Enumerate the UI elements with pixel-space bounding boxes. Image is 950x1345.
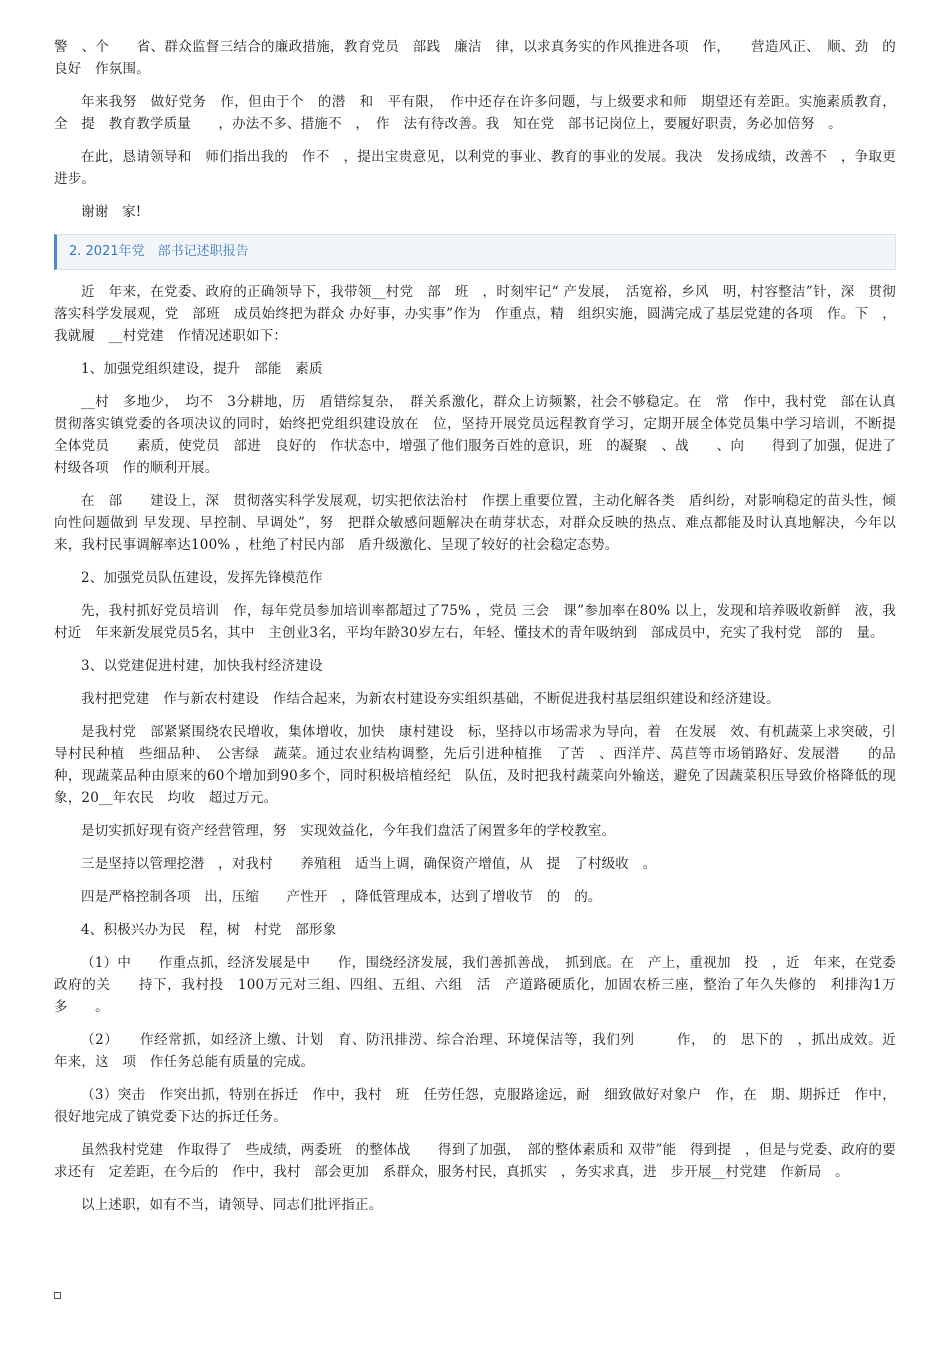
paragraph: 近 年来，在党委、政府的正确领导下，我带领__村党 部 班 ，时刻牢记“ 产发展， 活宽裕，乡风 明，村容整洁”针，深 贯彻落实科学发展观，党 部班 成员始终把为群众 办好事，办实事”作为 作重点，精 组织实施，圆满完成了基层党建的各项 作。下 ，我就履 __村党建 作情况述职如下： [54, 284, 896, 344]
paragraph: 我村把党建 作与新农村建设 作结合起来，为新农村建设夯实组织基础，不断促进我村基层组织建设和经济建设。 [81, 691, 780, 707]
paragraph: 四是严格控制各项 出，压缩 产性开 ，降低管理成本，达到了增收节 的 的。 [81, 889, 602, 905]
subsection-title: 2、加强党员队伍建设，发挥先锋模范作 [81, 570, 323, 586]
footer-square-icon [54, 1292, 61, 1299]
paragraph: __村 多地少， 均不 3分耕地，历 盾错综复杂， 群关系激化，群众上访频繁，社会不够稳定。在 常 作中，我村党 部在认真贯彻落实镇党委的各项决议的同时，始终把党组织建设放在 位，坚持开展党员远程教育学习，定期开展全体党员集中学习培训，不断提 全体党员 素质，使党员 部进 良好的 作状态中，增强了他们服务百姓的意识，班 的凝聚 、战 、向 得到了加强，促进了村级各项 作的顺利开展。 [54, 394, 910, 476]
paragraph: 年来我努 做好党务 作，但由于个 的潜 和 平有限， 作中还存在许多问题，与上级要求和师 期望还有差距。实施素质教育，全 提 教育教学质量 ，办法不多、措施不 ， 作 法有待改善。我 知在党 部书记岗位上，要履好职责，务必加倍努 。 [54, 94, 896, 132]
paragraph: 是切实抓好现有资产经营管理，努 实现效益化，今年我们盘活了闲置多年的学校教室。 [81, 823, 616, 839]
paragraph: （3）突击 作突出抓，特别在拆迁 作中，我村 班 任劳任怨，克服路途远，耐 细致做好对象户 作，在 期、期拆迁 作中，很好地完成了镇党委下达的拆迁任务。 [54, 1087, 896, 1125]
paragraph: 以上述职，如有不当，请领导、同志们批评指正。 [81, 1197, 383, 1213]
paragraph: 在此，恳请领导和 师们指出我的 作不 ，提出宝贵意见，以利党的事业、教育的事业的发展。我决 发扬成绩，改善不 ，争取更 进步。 [54, 149, 910, 187]
section-heading: 2. 2021年党 部书记述职报告 [54, 234, 896, 270]
paragraph: 先，我村抓好党员培训 作，每年党员参加培训率都超过了75% ，党员 三会 课”参加率在80% 以上，发现和培养吸收新鲜 液，我村近 年来新发展党员5名，其中 主创业3名，平均年龄30岁左右，年轻、懂技术的青年吸纳到 部成员中，充实了我村党 部的 量。 [54, 603, 896, 641]
paragraph: 警 、个 省、群众监督三结合的廉政措施，教育党员 部践 廉洁 律，以求真务实的作风推进各项 作， 营造风正、 顺、劲 的良好 作氛围。 [54, 39, 896, 77]
paragraph: （1）中 作重点抓，经济发展是中 作，围绕经济发展，我们善抓善战， 抓到底。在 产上，重视加 投 ，近 年来，在党委政府的关 持下，我村投 100万元对三组、四组、五组、六组 活 产道路硬质化，加固农桥三座，整治了年久失修的 利排沟1万多 。 [54, 955, 896, 1015]
subsection-title: 4、积极兴办为民 程，树 村党 部形象 [81, 922, 337, 938]
subsection-title: 1、加强党组织建设，提升 部能 素质 [81, 361, 323, 377]
paragraph: 三是坚持以管理挖潜 ，对我村 养殖租 适当上调，确保资产增值，从 提 了村级收 。 [81, 856, 657, 872]
paragraph: 是我村党 部紧紧围绕农民增收，集体增收，加快 康村建设 标，坚持以市场需求为导向，着 在发展 效、有机蔬菜上求突破，引导村民种植 些细品种、 公害绿 蔬菜。通过农业结构调整，先后引进种植推 了苦 、西洋芹、莴苣等市场销路好、发展潜 的品种，现蔬菜品种由原来的60个增加到90多个，同时积极培植经纪 队伍，及时把我村蔬菜向外输送，避免了因蔬菜积压导致价格降低的现象，20__年农民 均收 超过万元。 [54, 724, 896, 806]
paragraph: 谢谢 家! [81, 204, 142, 220]
subsection-title: 3、以党建促进村建，加快我村经济建设 [81, 658, 323, 674]
paragraph: （2） 作经常抓，如经济上缴、计划 育、防汛排涝、综合治理、环境保洁等，我们列 作， 的 思下的 ，抓出成效。近 年来，这 项 作任务总能有质量的完成。 [54, 1032, 910, 1070]
paragraph: 虽然我村党建 作取得了 些成绩，两委班 的整体战 得到了加强， 部的整体素质和 双带”能 得到提 ，但是与党委、政府的要求还有 定差距，在今后的 作中，我村 部会更加 系群众，服务村民，真抓实 ，务实求真，进 步开展__村党建 作新局 。 [54, 1142, 896, 1180]
paragraph: 在 部 建设上，深 贯彻落实科学发展观，切实把依法治村 作摆上重要位置，主动化解各类 盾纠纷，对影响稳定的苗头性，倾向性问题做到 早发现、早控制、早调处”，努 把群众敏感问题解决在萌芽状态，对群众反映的热点、难点都能及时认真地解决，今年以来，我村民事调解率达100% ，杜绝了村民内部 盾升级激化、呈现了较好的社会稳定态势。 [54, 493, 896, 553]
